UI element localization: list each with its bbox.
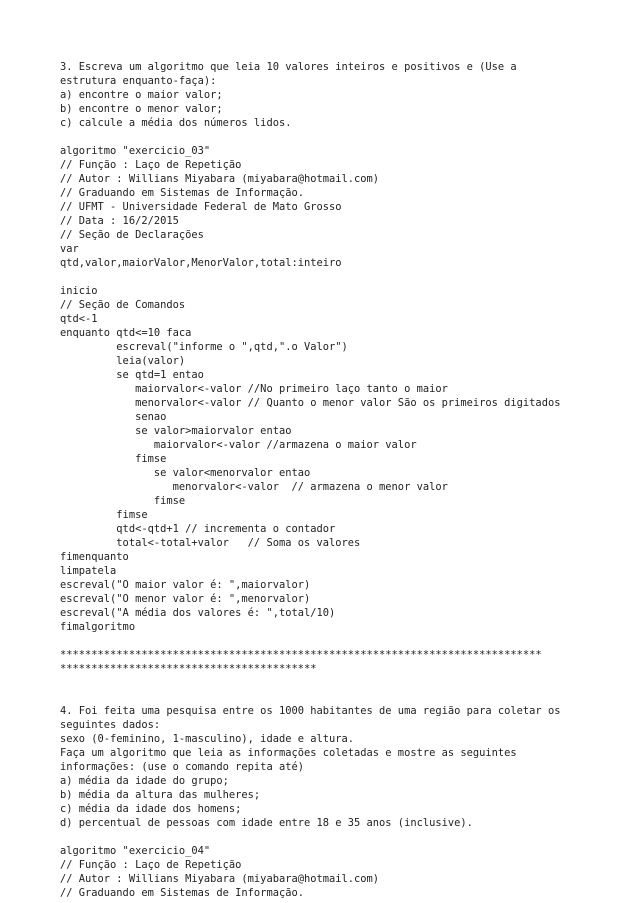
text-line: qtd<-qtd+1 // incrementa o contador — [60, 523, 336, 535]
text-line: // Graduando em Sistemas de Informação. — [60, 187, 304, 199]
text-line: fimse — [60, 453, 167, 465]
text-line: enquanto qtd<=10 faca — [60, 327, 192, 339]
text-line: escreval("A média dos valores é: ",total/10) — [60, 607, 336, 619]
text-line: c) calcule a média dos números lidos. — [60, 117, 292, 129]
text-line: escreval("informe o ",qtd,".o Valor") — [60, 341, 348, 353]
text-line: sexo (0-feminino, 1-masculino), idade e altura. — [60, 733, 355, 745]
text-line: maiorvalor<-valor //No primeiro laço tanto o maior — [60, 383, 448, 395]
text-line: algoritmo "exercicio_03" — [60, 145, 211, 157]
text-line: limpatela — [60, 565, 117, 577]
text-line: se qtd=1 entao — [60, 369, 204, 381]
text-line: ***************************************** — [60, 663, 317, 675]
text-line: fimse — [60, 495, 186, 507]
text-line: // Função : Laço de Repetição — [60, 859, 242, 871]
text-line: estrutura enquanto-faça): — [60, 75, 217, 87]
text-line: c) média da idade dos homens; — [60, 803, 242, 815]
text-line: // UFMT - Universidade Federal de Mato Grosso — [60, 201, 342, 213]
text-line: menorvalor<-valor // Quanto o menor valor São os primeiros digitados — [60, 397, 561, 409]
text-line: senao — [60, 411, 167, 423]
text-line: // Autor : Willians Miyabara (miyabara@hotmail.com) — [60, 873, 380, 885]
text-line: algoritmo "exercicio_04" — [60, 845, 211, 857]
text-line: a) média da idade do grupo; — [60, 775, 229, 787]
text-line: // Função : Laço de Repetição — [60, 159, 242, 171]
text-line: menorvalor<-valor // armazena o menor valor — [60, 481, 448, 493]
text-line: inicio — [60, 285, 98, 297]
text-line: fimenquanto — [60, 551, 129, 563]
text-line: se valor<menorvalor entao — [60, 467, 311, 479]
text-line: escreval("O menor valor é: ",menorvalor) — [60, 593, 311, 605]
text-line: b) encontre o menor valor; — [60, 103, 223, 115]
text-line: fimalgoritmo — [60, 621, 136, 633]
text-line: var — [60, 243, 79, 255]
text-line: ***************************************************************************** — [60, 649, 542, 661]
text-line: qtd<-1 — [60, 313, 98, 325]
text-line: maiorvalor<-valor //armazena o maior valor — [60, 439, 417, 451]
text-line: qtd,valor,maiorValor,MenorValor,total:inteiro — [60, 257, 342, 269]
text-line: se valor>maiorvalor entao — [60, 425, 292, 437]
text-line: // Seção de Comandos — [60, 299, 186, 311]
text-line: a) encontre o maior valor; — [60, 89, 223, 101]
text-line: total<-total+valor // Soma os valores — [60, 537, 361, 549]
text-line: b) média da altura das mulheres; — [60, 789, 261, 801]
text-line: seguintes dados: — [60, 719, 161, 731]
text-line: // Seção de Declarações — [60, 229, 204, 241]
text-line: // Graduando em Sistemas de Informação. — [60, 887, 304, 899]
text-line: fimse — [60, 509, 148, 521]
text-line: // Autor : Willians Miyabara (miyabara@hotmail.com) — [60, 173, 380, 185]
text-line: leia(valor) — [60, 355, 186, 367]
text-line: Faça um algoritmo que leia as informações coletadas e mostre as seguintes — [60, 747, 517, 759]
text-line: escreval("O maior valor é: ",maiorvalor) — [60, 579, 311, 591]
text-line: 3. Escreva um algoritmo que leia 10 valores inteiros e positivos e (Use a — [60, 61, 517, 73]
text-line: 4. Foi feita uma pesquisa entre os 1000 habitantes de uma região para coletar os — [60, 705, 561, 717]
text-line: // Data : 16/2/2015 — [60, 215, 179, 227]
text-line: informações: (use o comando repita até) — [60, 761, 304, 773]
text-line: d) percentual de pessoas com idade entre 18 e 35 anos (inclusive). — [60, 817, 473, 829]
